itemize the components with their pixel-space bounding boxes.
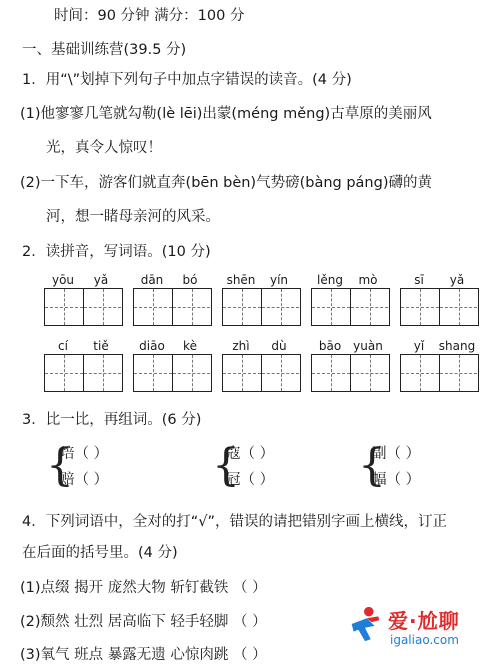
pinyin-syllable: lěng — [317, 273, 343, 287]
compare-group-1 — [46, 442, 186, 490]
question-4-title-line-2: 在后面的括号里。(4 分) — [22, 545, 178, 561]
question-4-title-line-1: 4．下列词语中，全对的打“√”，错误的请把错别字画上横线，订正 — [22, 514, 447, 530]
section-title: 一、基础训练营(39.5 分) — [22, 42, 187, 58]
writing-box[interactable] — [83, 289, 121, 325]
compare-item-a: 培（ ） — [60, 446, 109, 462]
writing-box[interactable] — [83, 355, 121, 391]
pinyin-syllable: dān — [140, 273, 164, 287]
pinyin-syllable: diāo — [139, 339, 165, 353]
writing-box[interactable] — [223, 355, 261, 391]
pinyin-word — [44, 338, 123, 392]
pinyin-syllable: kè — [183, 339, 197, 353]
question-4-item-3: (3)氧气 班点 暴露无遗 心惊肉跳 （ ） — [20, 647, 267, 663]
writing-box[interactable] — [439, 289, 477, 325]
pinyin-word — [44, 272, 123, 326]
writing-box[interactable] — [172, 355, 210, 391]
question-4-item-1: (1)点缀 揭开 庞然大物 斩钉截铁 （ ） — [20, 580, 267, 596]
writing-box[interactable] — [45, 289, 83, 325]
writing-box[interactable] — [134, 355, 172, 391]
exam-time-info: 时间：90 分钟 满分：100 分 — [54, 8, 245, 24]
compare-group-3 — [358, 442, 498, 490]
compare-item-a: 副（ ） — [372, 446, 421, 462]
pinyin-syllable: bó — [182, 273, 198, 287]
question-1-item-2-line-2: 河，想一睹母亲河的风采。 — [46, 209, 220, 225]
compare-item-b: 幅（ ） — [372, 472, 421, 488]
pinyin-syllable: bāo — [318, 339, 342, 353]
writing-box[interactable] — [401, 289, 439, 325]
question-1-title: 1．用“\”划掉下列句子中加点字错误的读音。(4 分) — [22, 72, 352, 88]
writing-box[interactable] — [350, 355, 388, 391]
pinyin-syllable: mò — [358, 273, 378, 287]
pinyin-word — [311, 338, 390, 392]
writing-box[interactable] — [261, 289, 299, 325]
question-1-item-1-line-1: (1)他寥寥几笔就勾勒(lè lēi)出蒙(méng měng)古草原的美丽风 — [20, 106, 432, 122]
pinyin-syllable: shēn — [226, 273, 256, 287]
pinyin-syllable: sī — [414, 273, 424, 287]
pinyin-word — [133, 338, 212, 392]
watermark-brand: 爱·尬聊 — [388, 609, 460, 633]
writing-box[interactable] — [401, 355, 439, 391]
question-4-item-2: (2)颓然 壮烈 居高临下 轻手轻脚 （ ） — [20, 614, 267, 630]
watermark-url: igaliao.com — [390, 633, 459, 647]
pinyin-syllable: yǐ — [413, 339, 425, 353]
pinyin-syllable: yín — [269, 273, 289, 287]
writing-box[interactable] — [350, 289, 388, 325]
writing-box[interactable] — [134, 289, 172, 325]
pinyin-syllable: tiě — [93, 339, 109, 353]
pinyin-syllable: yǎ — [449, 273, 465, 287]
question-2-title: 2．读拼音，写词语。(10 分) — [22, 244, 211, 260]
pinyin-word — [222, 272, 301, 326]
pinyin-syllable: yōu — [51, 273, 75, 287]
pinyin-syllable: zhì — [232, 339, 250, 353]
pinyin-word — [311, 272, 390, 326]
brace-icon: { — [212, 440, 240, 491]
watermark — [346, 603, 496, 653]
pinyin-syllable: cí — [58, 339, 68, 353]
pinyin-syllable: dù — [271, 339, 287, 353]
question-3-title: 3．比一比，再组词。(6 分) — [22, 412, 202, 428]
writing-box[interactable] — [223, 289, 261, 325]
compare-item-a: 寇（ ） — [226, 446, 275, 462]
writing-box[interactable] — [172, 289, 210, 325]
writing-box[interactable] — [45, 355, 83, 391]
brace-icon: { — [46, 440, 74, 491]
pinyin-word — [400, 272, 479, 326]
pinyin-word — [400, 338, 479, 392]
pinyin-syllable: shang — [438, 339, 476, 353]
writing-box[interactable] — [439, 355, 477, 391]
pinyin-word — [222, 338, 301, 392]
pinyin-syllable: yǎ — [93, 273, 109, 287]
compare-item-b: 赔（ ） — [60, 472, 109, 488]
pinyin-syllable: yuàn — [353, 339, 383, 353]
writing-box[interactable] — [312, 289, 350, 325]
question-1-item-2-line-1: (2)一下车，游客们就直奔(bēn bèn)气势磅(bàng páng)礴的黄 — [20, 175, 432, 191]
runner-logo-icon — [346, 605, 384, 643]
compare-item-b: 冠（ ） — [226, 472, 275, 488]
brace-icon: { — [358, 440, 386, 491]
question-1-item-1-line-2: 光，真令人惊叹！ — [46, 140, 162, 156]
writing-box[interactable] — [312, 355, 350, 391]
writing-box[interactable] — [261, 355, 299, 391]
pinyin-grid-row-1 — [44, 272, 479, 326]
pinyin-word — [133, 272, 212, 326]
pinyin-grid-row-2 — [44, 338, 479, 392]
compare-group-2 — [212, 442, 352, 490]
